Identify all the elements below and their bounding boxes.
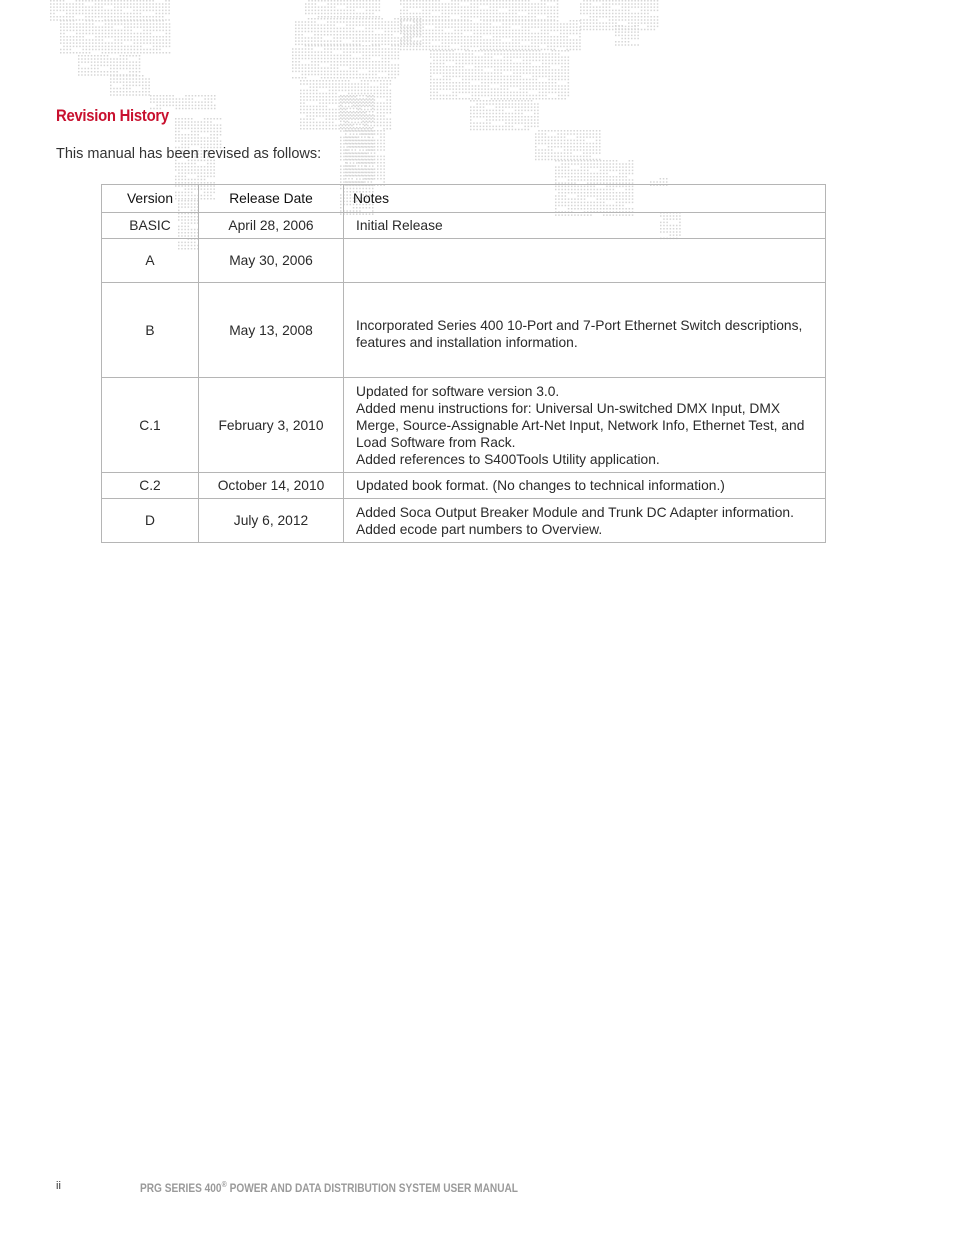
cell-notes [344, 283, 826, 378]
cell-release-date: October 14, 2010 [199, 473, 344, 499]
note-line: Incorporated Series 400 10-Port and 7-Port Ethernet Switch descriptions, features and installation information. [356, 318, 803, 350]
cell-notes [344, 378, 826, 473]
cell-version: D [102, 499, 199, 543]
note-line: Updated book format. (No changes to technical information.) [356, 478, 725, 493]
cell-release-date: May 13, 2008 [199, 283, 344, 378]
cell-notes [344, 213, 826, 239]
table-row [102, 283, 826, 378]
cell-notes [344, 499, 826, 543]
header-notes: Notes [344, 185, 826, 213]
cell-version: C.1 [102, 378, 199, 473]
header-version: Version [102, 185, 199, 213]
cell-release-date: May 30, 2006 [199, 239, 344, 283]
cell-version: C.2 [102, 473, 199, 499]
table-row [102, 213, 826, 239]
cell-version: A [102, 239, 199, 283]
revision-table-body [102, 213, 826, 543]
footer-title-rest: POWER AND DATA DISTRIBUTION SYSTEM USER MANUAL [226, 1182, 519, 1195]
cell-release-date: February 3, 2010 [199, 378, 344, 473]
note-line: Updated for software version 3.0. [356, 383, 560, 399]
note-line: Added Soca Output Breaker Module and Trunk DC Adapter information. [356, 504, 794, 520]
table-row [102, 239, 826, 283]
footer-title-main: PRG SERIES 400 [140, 1182, 222, 1195]
page-number: ii [56, 1180, 61, 1192]
cell-version: B [102, 283, 199, 378]
note-line: Added ecode part numbers to Overview. [356, 521, 603, 537]
cell-release-date: April 28, 2006 [199, 213, 344, 239]
intro-text: This manual has been revised as follows: [56, 146, 322, 162]
note-line: Initial Release [356, 218, 443, 233]
header-release-date: Release Date [199, 185, 344, 213]
note-line: Added references to S400Tools Utility application. [356, 451, 660, 467]
cell-release-date: July 6, 2012 [199, 499, 344, 543]
table-row [102, 378, 826, 473]
cell-notes [344, 473, 826, 499]
revision-table [101, 184, 826, 543]
cell-notes [344, 239, 826, 283]
cell-version: BASIC [102, 213, 199, 239]
note-line: Added menu instructions for: Universal Un-switched DMX Input, DMX Merge, Source-Assignable Art-Net Input, Network Info, Ethernet Test, and Load Software from Rack. [356, 400, 805, 450]
table-row [102, 499, 826, 543]
table-row [102, 473, 826, 499]
registered-mark: ® [221, 1180, 227, 1189]
page-title: Revision History [56, 107, 169, 125]
table-header-row [102, 185, 826, 213]
footer-manual-title [140, 1180, 518, 1195]
